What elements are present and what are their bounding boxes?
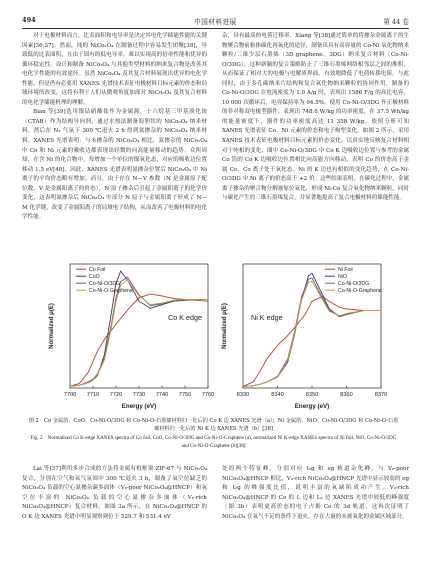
right-column bbox=[222, 32, 409, 256]
co-k-edge-chart bbox=[44, 258, 214, 412]
paragraph: Lai 等[37]利用多步合成的方法将金属有机框架 ZIF-67 与 NiCo₂O₄ 复合，分别在空气和氧气氛围中 300 ℃退火 3 h，制备了氧空位缺乏的 NiCo₂O₄ 负载的空心氮掺杂碳多面体（V₀-poor NiCo₂O₄@HNCP）和氧空位丰富的 NiCo₂O₄ 负载的空心氮掺杂多面体（V₀-rich NiCo₂O₄@HNCP）复合材料。如图 3a 所示，在 NiCo₂O₄@HNCP 的 O K 边 XANES 光谱中明显观察到位于 529.7 和 531.4 eV bbox=[22, 466, 207, 520]
bottom-right-column bbox=[222, 465, 409, 573]
running-header bbox=[22, 16, 409, 28]
series-line-ni-foil bbox=[243, 297, 381, 387]
ni-k-edge-svg bbox=[217, 258, 387, 412]
series-line-co-ni-o-graphene bbox=[70, 280, 208, 386]
bottom-left-column bbox=[22, 465, 207, 573]
figure-caption-en: Fig. 2 Normalized Co K-edge XANES spectra of Co foil, CoO, Co-Ni-O/3DG and Co-Ni-O-Graphene (a), normalized Ni K-edge XANES spectra of Ni foil, NiO, Co-Ni-O/3DG and Co-Ni-O-Graphene (b)[38] bbox=[30, 435, 397, 450]
header-rule bbox=[22, 28, 409, 29]
x-tick-label: 8340 bbox=[271, 392, 284, 398]
paragraph: Bian 等[39]选用镍钴硝酸盐作为金属源，十六烷基三甲基溴化铵（CTAB）作为结构导向剂，通过水热法制备海胆状的 NiCo₂O₄ 纳米材料。然后在 N₂ 气氛下 300 ℃退火 2 h 得到氮掺杂的 NiCo₂O₄ 纳米材料。XANES 光谱表明：与未掺杂的 NiCo₂O₄ 相比，氮掺杂的 NiCo₂O₄ 中 Co 和 Ni 元素的吸收边都表现出轻微的向高能量移动的趋势。众所周知，在含 Ni 的化合物中，每增加一个单位的镍氧化态，对应的吸收边位置移动 1.5 eV[40]。因此，XANES 光谱表明氮掺杂位置后 NiCo₂O₄ 中 Ni 离子的平均价态略有增加；而且，由于存在 N—V 参数（N 是金属原子配位数，V 是金属阳离子的价态），N 原子掺杂后引起了金属阳离子的化学价变化，这表明氮掺杂后 NiCo₂O₄ 中部分 N 原子与金属阳离子形成了 N—M 化学键，改变了金属阳离子的局域电子结构，从而改善了电极材料的电化学性能。 bbox=[22, 109, 207, 221]
paragraph: 杂，具有最高的电荷迁移率。Xiang 等[38]通过简单的将掺杂金属离子的生物聚合物前驱体碳化再氧化的途径，制备出具有高容量的 Co-Ni 氧化物纳米颗粒/三维少层石墨烯（3D graphene，3DG）纳米复合材料（Co-Ni-O/3DG）。这种新颖的复合策略防止了三维石墨烯网络相邻层之间的堆积，从而保证了相对大的电极与电解质界面，有效地降低了电荷转移电阻。与此同时，由于多孔碳纳米片结构和复合氧化物纳米颗粒的协同作用，制备的 Co-Ni-O/3DG 在电流密度为 1.0 A/g 时，表现出 1586 F/g 的高比电容，10 000 次循环后，电容保持率为 94.5%。使用 Co-Ni-O/3DG 作正极材料的非对称双电极型器件，表现出 748.6 W/kg 的功率密度，在 37.5 Wh/kg 的能量密度下，器件的功率密度高达 11 358 W/kg。依照分析可知 XANES 光谱表征 Co、Ni 元素的价态和电子构型变化。如图 2 所示，采用 XANES 技术表征电极材料目标元素的价态变化。以真实地反映复合材料相对于纯相的变化，图中 Co-Ni-O/3DG 中 Co K 边吸收边位置与参考的金属 Co 箔的 Co K 边吸收边位置相比向高能方向移动，表明 Co 的价态高于金属 Co，Co 离子处于氧化态。Ni 的 K 边也有相似的变化趋势，在 Co-Ni-O/3DG 中 Ni 离子的价态高于 +2 价。这些结果表明，在碳化过程中，金属离子掺杂的聚合物分解被原位氧化，形成 Ni-Co 复合氧化物纳米颗粒，同时与碳化产生的三维石墨烯复合，并显著地提高了复合电极材料的储能性能。 bbox=[222, 33, 409, 202]
paragraph: 对于电极材料而言，比表面积和电导率是决定其电化学储能性能的关键因素[36,37]。然而，纯的 NiCo₂O₄ 在制备过程中容易发生团聚[38]，导致低的比表面积，且由于固有的低电导率，难以实现高的倍率性能和优异的循环稳定性。设计和制备 NiCo₂O₄ 与其他类型材料的纳米复合物是改善其电化学性能的有效途径。虽然 NiCo₂O₄ 及其复合材料展现出优异的电化学性能，但是仍有必要用 XANES 光谱技术表征电极材料目标元素的价态和局域环境的改变，这将有利于人们从微观角度加深对 NiCo₂O₄ 及其复合材料的电化学储能机理的理解。 bbox=[22, 33, 207, 106]
legend-label: Co-Ni-O/3DG bbox=[338, 281, 370, 287]
figure-caption-cn: 图 2 Co 金属箔、CoO、Co-Ni-O/3DG 和 Co-Ni-O-石墨烯材料归一化后的 Co K 边 XANES 光谱（a）；Ni 金属箔、NiO、Co-Ni-O/3DG 和 Co-Ni-O-石墨烯材料归一化后的 Ni K 边 XANES 光谱（b）[38] bbox=[28, 418, 399, 433]
legend-label: Co Foil bbox=[89, 267, 106, 273]
x-tick-label: 7740 bbox=[155, 392, 169, 398]
figure-2 bbox=[44, 258, 389, 412]
x-axis-label: Energy (eV) bbox=[294, 403, 330, 410]
y-axis-label: Normalized μ(E) bbox=[222, 303, 228, 349]
legend-label: NiO bbox=[338, 274, 347, 280]
legend-label: CoO bbox=[89, 274, 100, 280]
journal-title: 中国材料进展 bbox=[194, 18, 237, 26]
x-axis-label: Energy (eV) bbox=[121, 403, 157, 410]
series-line-co-foil bbox=[70, 294, 208, 386]
legend-label: Co-Ni-O/3DG bbox=[89, 281, 121, 287]
legend-label: Co-Ni-O-Graphene bbox=[338, 288, 382, 294]
legend-label: Ni Foil bbox=[338, 267, 353, 273]
x-tick-label: 7710 bbox=[86, 392, 100, 398]
panel-edge-label: Ni K edge bbox=[251, 312, 283, 322]
volume-label: 第 44 卷 bbox=[383, 18, 409, 26]
left-column bbox=[22, 32, 207, 256]
legend-label: Co-Ni-O-Graphene bbox=[89, 288, 133, 294]
x-tick-label: 8330 bbox=[236, 392, 250, 398]
x-tick-label: 7730 bbox=[132, 392, 146, 398]
co-k-edge-svg bbox=[44, 258, 214, 412]
x-tick-label: 7760 bbox=[201, 392, 214, 398]
x-tick-label: 7750 bbox=[178, 392, 192, 398]
series-line-co-ni-o-graphene bbox=[243, 281, 381, 386]
ni-k-edge-chart bbox=[217, 258, 387, 412]
paragraph: 处的两个特征峰，分别对应 t₂g 和 eg 轨道杂化峰，与 V₀-poor NiCo₂O₄@HNCP 相比，V₀-rich NiCo₂O₄@HNCP 光谱中显示较弱的 eg 和 t₂g 的峰强度比值，说明丰富的氧缺陷成功产生。V₀-rich NiCo₂O₄@HNCP 的 Co 的 L 边和 L₃ 边 XANES 光谱中较低的峰强度（图 3b）表明更高价态的电子占据 Co 的 3d 轨道，这再次证明了 NiCo₂O₄ 在氧气不足的条件下退火，存在大量的未被氧化的金属区域部分。 bbox=[222, 466, 409, 520]
x-tick-label: 7700 bbox=[63, 392, 77, 398]
x-tick-label: 8370 bbox=[374, 392, 387, 398]
x-tick-label: 8360 bbox=[340, 392, 353, 398]
series-line-co-ni-o-3dg bbox=[243, 278, 381, 387]
page-number: 494 bbox=[22, 16, 36, 24]
x-tick-label: 7720 bbox=[109, 392, 123, 398]
y-axis-label: Normalized μ(E) bbox=[49, 303, 55, 349]
x-tick-label: 8350 bbox=[305, 392, 319, 398]
panel-edge-label: Co K edge bbox=[168, 312, 202, 322]
